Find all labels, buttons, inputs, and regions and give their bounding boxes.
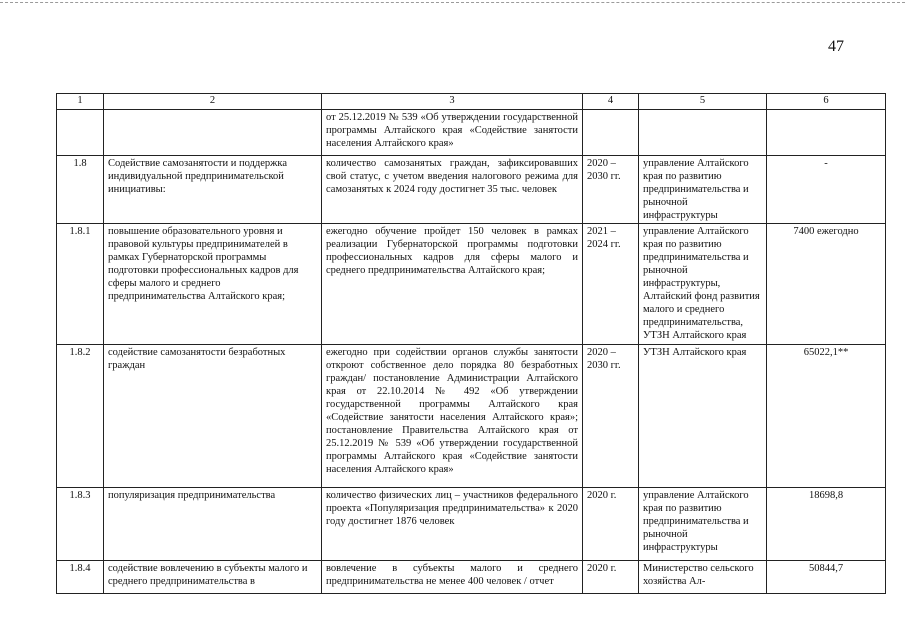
item-amount	[767, 110, 886, 156]
item-period: 2020 г.	[583, 488, 639, 561]
table-row	[57, 488, 886, 561]
item-number: 1.8.4	[57, 561, 104, 594]
item-number: 1.8.2	[57, 345, 104, 488]
item-period: 2020 – 2030 гг.	[583, 345, 639, 488]
item-indicator: ежегодно обучение пройдет 150 человек в рамках реализации Губернаторской программы подготовки профессиональных кадров для сферы малого и среднего предпринимательства Алтайского края;	[322, 224, 583, 345]
item-indicator: вовлечение в субъекты малого и среднего предпринимательства не менее 400 человек / отчет	[322, 561, 583, 594]
item-number: 1.8	[57, 156, 104, 224]
header-cell: 1	[57, 94, 104, 110]
item-executor: управление Алтайского края по развитию предпринимательства и рыночной инфраструктуры, Алтайский фонд развития малого и среднего предпринимательства, УТЗН Алтайского края	[639, 224, 767, 345]
item-name: Содействие самозанятости и поддержка индивидуальной предпринимательской инициативы:	[104, 156, 322, 224]
header-cell: 4	[583, 94, 639, 110]
header-cell: 6	[767, 94, 886, 110]
item-amount: 65022,1**	[767, 345, 886, 488]
item-period: 2021 – 2024 гг.	[583, 224, 639, 345]
item-indicator: количество физических лиц – участников федерального проекта «Популяризация предпринимательства» к 2020 году достигнет 1876 человек	[322, 488, 583, 561]
table-row	[57, 224, 886, 345]
item-executor: управление Алтайского края по развитию предпринимательства и рыночной инфраструктуры	[639, 156, 767, 224]
table-row	[57, 156, 886, 224]
top-edge-line	[0, 2, 905, 3]
item-indicator: от 25.12.2019 № 539 «Об утверждении государственной программы Алтайского края «Содействие занятости населения Алтайского края»	[322, 110, 583, 156]
item-number: 1.8.3	[57, 488, 104, 561]
header-cell: 5	[639, 94, 767, 110]
item-executor: Министерство сельского хозяйства Ал-	[639, 561, 767, 594]
item-period: 2020 – 2030 гг.	[583, 156, 639, 224]
item-name: содействие вовлечению в субъекты малого и среднего предпринимательства в	[104, 561, 322, 594]
page-number: 47	[828, 38, 844, 55]
item-period: 2020 г.	[583, 561, 639, 594]
header-cell: 3	[322, 94, 583, 110]
item-name: популяризация предпринимательства	[104, 488, 322, 561]
item-indicator: количество самозанятых граждан, зафиксировавших свой статус, с учетом введения налогового режима для самозанятых к 2024 году достигнет 35 тыс. человек	[322, 156, 583, 224]
item-executor: УТЗН Алтайского края	[639, 345, 767, 488]
table-header-row	[57, 94, 886, 110]
header-cell: 2	[104, 94, 322, 110]
item-name: повышение образовательного уровня и правовой культуры предпринимателей в рамках Губернаторской программы подготовки профессиональных кадров для сферы малого и среднего предпринимательства Алтайского края;	[104, 224, 322, 345]
table-row	[57, 561, 886, 594]
item-period	[583, 110, 639, 156]
item-indicator: ежегодно при содействии органов службы занятости откроют собственное дело порядка 80 безработных граждан/ постановление Администрации Алтайского края от 22.10.2014 № 492 «Об утверждении государственной программы Алтайского края «Содействие занятости населения Алтайского края»; постановление Правительства Алтайского края от 25.12.2019 № 539 «Об утверждении государственной программы Алтайского края «Содействие занятости населения Алтайского края»	[322, 345, 583, 488]
item-amount: -	[767, 156, 886, 224]
item-executor: управление Алтайского края по развитию предпринимательства и рыночной инфраструктуры	[639, 488, 767, 561]
table-row	[57, 110, 886, 156]
item-amount: 50844,7	[767, 561, 886, 594]
item-executor	[639, 110, 767, 156]
item-number: 1.8.1	[57, 224, 104, 345]
item-name	[104, 110, 322, 156]
table-row	[57, 345, 886, 488]
item-amount: 7400 ежегодно	[767, 224, 886, 345]
item-name: содействие самозанятости безработных граждан	[104, 345, 322, 488]
item-number	[57, 110, 104, 156]
program-table	[56, 93, 886, 594]
item-amount: 18698,8	[767, 488, 886, 561]
